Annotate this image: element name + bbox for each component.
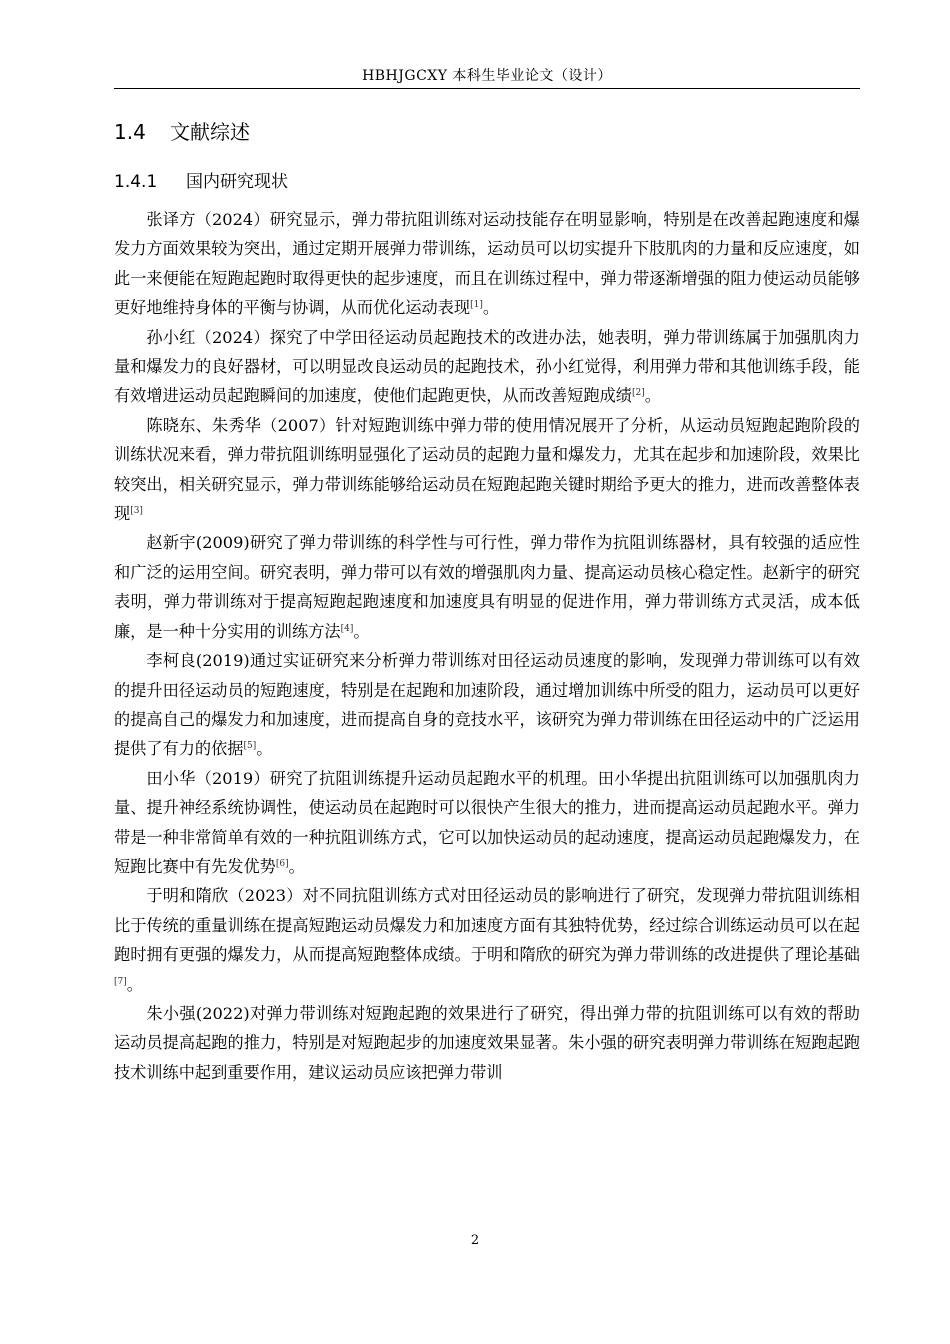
citation-ref[interactable]: [5] [243,741,257,752]
paragraph-text: 张译方（2024）研究显示，弹力带抗阻训练对运动技能存在明显影响，特别是在改善起跑速度和爆发力方面效果较为突出，通过定期开展弹力带训练，运动员可以切实提升下肢肌肉的力量和反应速度，如此一来便能在短跑起跑时取得更快的起步速度，而且在训练过程中，弹力带逐渐增强的阻力使运动员能够更好地维持身体的平衡与协调，从而优化运动表现 [114,210,860,318]
paragraph-tail: 。 [353,621,370,641]
section-title: 文献综述 [170,120,250,144]
paragraph [114,205,860,323]
citation-ref[interactable]: [6] [275,858,289,869]
paragraph-tail: 。 [644,386,661,406]
body-text [114,205,860,1087]
paragraph-text: 孙小红（2024）探究了中学田径运动员起跑技术的改进办法，她表明，弹力带训练属于加强肌肉力量和爆发力的良好器材，可以明显改良运动员的起跑技术，孙小红觉得，利用弹力带和其他训练手段，能有效增进运动员起跑瞬间的加速度，使他们起跑更快，从而改善短跑成绩 [114,327,860,406]
citation-ref[interactable]: [2] [632,388,645,399]
paragraph-tail: 。 [482,298,500,318]
paragraph-text: 朱小强(2022)对弹力带训练对短跑起跑的效果进行了研究，得出弹力带的抗阻训练可以有效的帮助运动员提高起跑的推力，特别是对短跑起步的加速度效果显著。朱小强的研究表明弹力带训练在短跑起跑技术训练中起到重要作用，建议运动员应该把弹力带训 [114,1003,860,1082]
paragraph-text: 赵新宇(2009)研究了弹力带训练的科学性与可行性，弹力带作为抗阻训练器材，具有较强的适应性和广泛的运用空间。研究表明，弹力带可以有效的增强肌肉力量、提高运动员核心稳定性。赵新宇的研究表明，弹力带训练对于提高短跑起跑速度和加速度具有明显的促进作用，弹力带训练方式灵活，成本低廉，是一种十分实用的训练方法 [114,533,860,641]
citation-ref[interactable]: [1] [470,300,483,311]
paragraph-tail: 。 [256,739,273,759]
paragraph-text: 李柯良(2019)通过实证研究来分析弹力带训练对田径运动员速度的影响，发现弹力带训练可以有效的提升田径运动员的短跑速度，特别是在起跑和加速阶段，通过增加训练中所受的阻力，运动员可以更好的提高自己的爆发力和加速度，进而提高自身的竞技水平，该研究为弹力带训练在田径运动中的广泛运用提供了有力的依据 [114,651,860,759]
paragraph [114,764,860,882]
paragraph-tail: 。 [126,974,143,994]
citation-ref[interactable]: [3] [130,506,143,517]
section-heading [114,117,250,147]
paragraph [114,881,860,999]
paragraph [114,411,860,529]
paragraph-text: 于明和隋欣（2023）对不同抗阻训练方式对田径运动员的影响进行了研究，发现弹力带抗阻训练相比于传统的重量训练在提高短跑运动员爆发力和加速度方面有其独特优势，经过综合训练运动员可以在起跑时拥有更强的爆发力，从而提高短跑整体成绩。于明和隋欣的研究为弹力带训练的改进提供了理论基础 [114,886,860,965]
running-header: HBHJGCXY 本科生毕业论文（设计） [114,66,860,89]
paragraph [114,999,860,1087]
subsection-heading [114,168,288,196]
page-number: 2 [470,1233,480,1248]
paragraph [114,646,860,764]
paragraph-text: 田小华（2019）研究了抗阻训练提升运动员起跑水平的机理。田小华提出抗阻训练可以加强肌肉力量、提升神经系统协调性，使运动员在起跑时可以很快产生很大的推力，进而提高运动员起跑水平。弹力带是一种非常简单有效的一种抗阻训练方式，它可以加快运动员的起动速度，提高运动员起跑爆发力，在短跑比赛中有先发优势 [114,768,860,876]
subsection-title: 国内研究现状 [186,172,288,192]
paragraph-tail: 。 [288,856,305,876]
section-number: 1.4 [114,120,146,144]
paragraph-text: 陈晓东、朱秀华（2007）针对短跑训练中弹力带的使用情况展开了分析，从运动员短跑起跑阶段的训练状况来看，弹力带抗阻训练明显强化了运动员的起跑力量和爆发力，尤其在起步和加速阶段，效果比较突出，相关研究显示，弹力带训练能够给运动员在短跑起跑关键时期给予更大的推力，进而改善整体表现 [114,415,860,524]
paragraph [114,528,860,646]
subsection-number: 1.4.1 [114,172,158,192]
citation-ref[interactable]: [4] [340,623,354,634]
paragraph [114,323,860,411]
citation-ref[interactable]: [7] [114,976,127,987]
